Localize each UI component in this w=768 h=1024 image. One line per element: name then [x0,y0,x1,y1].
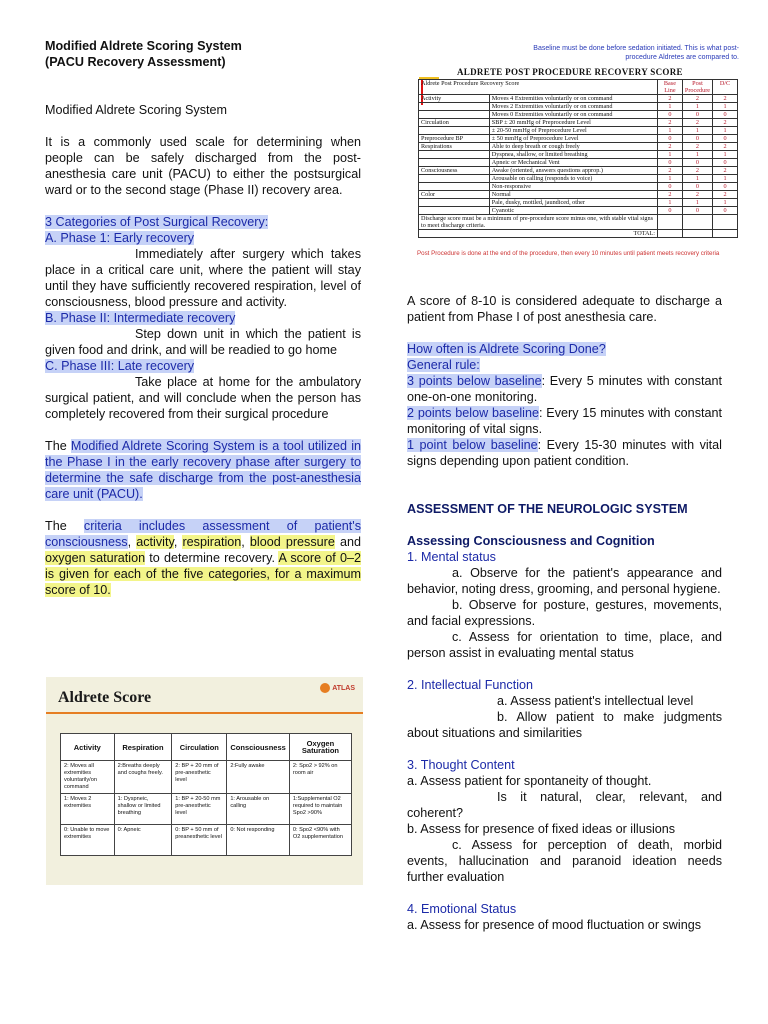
score-row [419,135,738,143]
phase2-text: Step down unit in which the patient is given food and drink, and will be readied to go home [45,327,361,357]
baseline-score: 1 [657,199,682,207]
criteria-blood-pressure: blood pressure [249,535,335,549]
baseline-score: 2 [657,191,682,199]
col-post: Post Procedure [682,80,712,95]
score-row [419,111,738,119]
post-score: 0 [682,159,712,167]
row-description: Able to deep breath or cough freely [489,143,657,151]
row-category: Preprocedure BP [419,135,490,143]
post-procedure-table [418,79,738,238]
criteria-comma: , [241,535,250,549]
row-category [419,199,490,207]
mental-c: c. Assess for orientation to time, place, and person assist in evaluating mental status [407,630,722,660]
general-rule: General rule: [407,358,480,372]
row-category [419,127,490,135]
dc-score: 1 [713,175,738,183]
slide-title: Aldrete Score [58,689,152,706]
score-cell: 1:Supplemental O2 required to maintain Spo2 >90% [289,794,351,825]
score-cell: 1: Dyspneic, shallow or limited breathing [114,794,172,825]
total-label: TOTAL: [419,230,658,238]
slide-divider [46,712,363,714]
col-dc: D/C [713,80,738,95]
baseline-score: 2 [657,95,682,103]
row-description: Moves 0 Extremities voluntarily or on command [489,111,657,119]
rule-2 [407,405,722,437]
how-often-heading: How often is Aldrete Scoring Done? [407,342,606,356]
row-description: Arousable on calling (responds to voice) [489,175,657,183]
phase3-text: Take place at home for the ambulatory surgical patient, and will conclude when the person has completely recovered from their surgical procedure [45,375,361,421]
column-header: Circulation [172,734,227,761]
dc-score: 2 [713,95,738,103]
row-description: Apneic or Mechanical Vent [489,159,657,167]
score-cell: 0: Apneic [114,825,172,856]
row-description: Pale, dusky, mottled, jaundiced, other [489,199,657,207]
baseline-score: 1 [657,103,682,111]
column-header: Consciousness [227,734,290,761]
post-procedure-rows [419,95,738,215]
dc-score: 0 [713,207,738,215]
aldrete-score-table [60,733,352,856]
rule-3 [407,437,722,469]
post-score: 2 [682,95,712,103]
column-header: Activity [61,734,115,761]
score-cell: 0: BP + 50 mm of preanesthetic level [172,825,227,856]
thought-a: a. Assess patient for spontaneity of thought. [407,774,652,788]
thought-a2: Is it natural, clear, relevant, and coherent? [407,790,722,820]
mental-status-heading: 1. Mental status [407,550,496,564]
row-description: Dyspnea, shallow, or limited breathing [489,151,657,159]
row-description: Normal [489,191,657,199]
score-cell: 0: Unable to move extremities [61,825,115,856]
score-cell: 2: BP + 20 mm of pre-anesthetic level [172,761,227,794]
phase3-heading: C. Phase III: Late recovery [45,359,195,373]
row-category [419,207,490,215]
rule2-text: : Every 15 minutes with constant monitoring of vital signs. [407,406,722,436]
intro-paragraph: It is a commonly used scale for determining when people can be safely discharged from the post-anesthesia care unit (PACU) to either the postsurgical ward or to the second stage (Phase II) recovery area. [45,135,361,197]
criteria-paragraph [45,518,361,598]
criteria-consciousness: criteria includes assessment of patient's consciousness [45,519,361,549]
neuro-heading: ASSESSMENT OF THE NEUROLOGIC SYSTEM [407,502,688,516]
column-header: Respiration [114,734,172,761]
atlas-logo [320,683,355,693]
score-row [419,95,738,103]
criteria-respiration: respiration [182,535,242,549]
score-row [419,103,738,111]
score-row [419,119,738,127]
score-level-row [61,825,352,856]
score-row [419,207,738,215]
post-score: 1 [682,151,712,159]
logo-text: ATLAS [332,684,355,692]
row-description: ± 50 mmHg of Preprocedure Level [489,135,657,143]
row-category [419,183,490,191]
adequate-paragraph: A score of 8-10 is considered adequate to discharge a patient from Phase I of post anesthesia care. [407,294,722,324]
row-category [419,103,490,111]
doc-title-line1: Modified Aldrete Scoring System [45,39,242,53]
score-cell: 2: Moves all extremities voluntarily/on command [61,761,115,794]
criteria-comma: , [173,535,183,549]
row-description: Awake (oriented, answers questions approp.) [489,167,657,175]
row-description: Cyanotic [489,207,657,215]
categories-heading: 3 Categories of Post Surgical Recovery: [45,215,269,229]
score-row [419,151,738,159]
score-row [419,127,738,135]
row-category: Respirations [419,143,490,151]
post-score: 2 [682,191,712,199]
figure1-footer: Post Procedure is done at the end of the procedure, then every 10 minutes until patient meets recovery criteria [417,250,720,257]
post-score: 2 [682,143,712,151]
intellectual-heading: 2. Intellectual Function [407,678,534,692]
score-row [419,199,738,207]
score-row [419,143,738,151]
phase1-text: Immediately after surgery which takes place in a critical care unit, where the patient will stay until they have sufficiently recovered respiration, level of consciousness, blood pressure and activity. [45,247,361,309]
baseline-score: 1 [657,151,682,159]
baseline-score: 1 [657,175,682,183]
thought-heading: 3. Thought Content [407,758,515,772]
figure1-title: ALDRETE POST PROCEDURE RECOVERY SCORE [457,67,683,77]
score-level-row [61,794,352,825]
logo-icon [320,683,330,693]
tool-paragraph [45,438,361,502]
table-header: Aldrete Post Procedure Recovery Score [419,80,658,95]
rule-1 [407,373,722,405]
dc-score: 0 [713,135,738,143]
mental-b: b. Observe for posture, gestures, movements, and facial expressions. [407,598,722,628]
criteria-comma: , [127,535,137,549]
row-description: ± 20-50 mmHg of Preprocedure Level [489,127,657,135]
post-score: 0 [682,111,712,119]
score-row [419,159,738,167]
emotional-heading: 4. Emotional Status [407,902,517,916]
baseline-score: 1 [657,127,682,135]
score-cell: 1: Arousable on calling [227,794,290,825]
consciousness-heading: Assessing Consciousness and Cognition [407,534,655,548]
row-category [419,175,490,183]
row-description: Moves 2 Extremities voluntarily or on command [489,103,657,111]
thought-b: b. Assess for presence of fixed ideas or illusions [407,822,676,836]
score-cell: 1: BP + 20-50 mm pre-anesthetic level [172,794,227,825]
row-description: SBP ± 20 mmHg of Preprocedure Level [489,119,657,127]
rule1-highlight: 3 points below baseline [407,374,542,388]
dc-score: 0 [713,159,738,167]
criteria-tail: to determine recovery. [145,551,279,565]
score-row [419,175,738,183]
mental-a: a. Observe for the patient's appearance and behavior, noting dress, grooming, and personal hygiene. [407,566,722,596]
row-category [419,111,490,119]
rule1-text: : Every 5 minutes with constant one-on-one monitoring. [407,374,722,404]
baseline-score: 0 [657,111,682,119]
score-cell: 2: Spo2 > 92% on room air [289,761,351,794]
row-category: Circulation [419,119,490,127]
intellectual-b: b. Allow patient to make judgments about situations and similarities [407,710,722,740]
score-cell: 2:Breaths deeply and coughs freely. [114,761,172,794]
baseline-score: 2 [657,143,682,151]
row-description: Non-responsive [489,183,657,191]
rule3-text: : Every 15-30 minutes with vital signs depending upon patient condition. [407,438,722,468]
post-score: 0 [682,183,712,191]
criteria-activity: activity [136,535,174,549]
phase1-heading: A. Phase 1: Early recovery [45,231,195,245]
discharge-note: Discharge score must be a minimum of pre-procedure score minus one, with stable vital signs to meet discharge criteria. [419,215,658,230]
criteria-score: A score of 0–2 is given for each of the five categories, for a maximum score of 10. [45,551,361,597]
row-description: Moves 4 Extremities voluntarily or on command [489,95,657,103]
row-category [419,151,490,159]
row-category [419,159,490,167]
post-score: 1 [682,199,712,207]
criteria-the: The [45,519,84,533]
criteria-oxygen: oxygen saturation [45,551,146,565]
doc-title-line2: (PACU Recovery Assessment) [45,55,226,69]
dc-score: 0 [713,183,738,191]
baseline-score: 0 [657,207,682,215]
score-row [419,191,738,199]
score-cell: 2:Fully awake [227,761,290,794]
post-score: 1 [682,175,712,183]
emotional-a: a. Assess for presence of mood fluctuation or swings [407,918,702,932]
dc-score: 0 [713,111,738,119]
baseline-score: 0 [657,183,682,191]
tool-the: The [45,439,71,453]
baseline-score: 2 [657,119,682,127]
right-column [407,293,722,933]
dc-score: 1 [713,151,738,159]
row-category: Color [419,191,490,199]
post-score: 0 [682,207,712,215]
intellectual-a: a. Assess patient's intellectual level [497,694,694,708]
baseline-score: 2 [657,167,682,175]
aldrete-score-slide [46,677,363,885]
doc-subtitle: Modified Aldrete Scoring System [45,103,227,117]
dc-score: 2 [713,143,738,151]
dc-score: 1 [713,199,738,207]
score-cell: 0: Spo2 <90% with O2 supplementation [289,825,351,856]
baseline-score: 0 [657,159,682,167]
tool-highlight: Modified Aldrete Scoring System is a tool utilized in the Phase I in the early recovery phase after surgery to determine the safe discharge from the post-anesthesia care unit (PACU). [45,439,361,501]
criteria-and: and [334,535,362,549]
post-score: 0 [682,135,712,143]
rule3-highlight: 1 point below baseline [407,438,538,452]
score-cell: 1: Moves 2 extremities [61,794,115,825]
post-score: 2 [682,119,712,127]
post-score: 2 [682,167,712,175]
dc-score: 2 [713,119,738,127]
baseline-note: Baseline must be done before sedation initiated. This is what post-procedure Aldretes are compared to. [533,45,739,61]
score-level-row [61,761,352,794]
score-row [419,167,738,175]
aldrete-post-procedure-figure [417,44,745,268]
rule2-highlight: 2 points below baseline [407,406,539,420]
row-category: Activity [419,95,490,103]
dc-score: 2 [713,191,738,199]
phase2-heading: B. Phase II: Intermediate recovery [45,311,236,325]
dc-score: 2 [713,167,738,175]
baseline-score: 0 [657,135,682,143]
left-column [45,38,361,598]
row-category: Consciousness [419,167,490,175]
post-score: 1 [682,103,712,111]
dc-score: 1 [713,127,738,135]
score-cell: 0: Not responding [227,825,290,856]
dc-score: 1 [713,103,738,111]
score-row [419,183,738,191]
post-score: 1 [682,127,712,135]
thought-c: c. Assess for perception of death, morbid events, hallucination and paranoid ideation needs further evaluation [407,838,722,884]
column-header: Oxygen Saturation [289,734,351,761]
col-baseline: Base Line [657,80,682,95]
